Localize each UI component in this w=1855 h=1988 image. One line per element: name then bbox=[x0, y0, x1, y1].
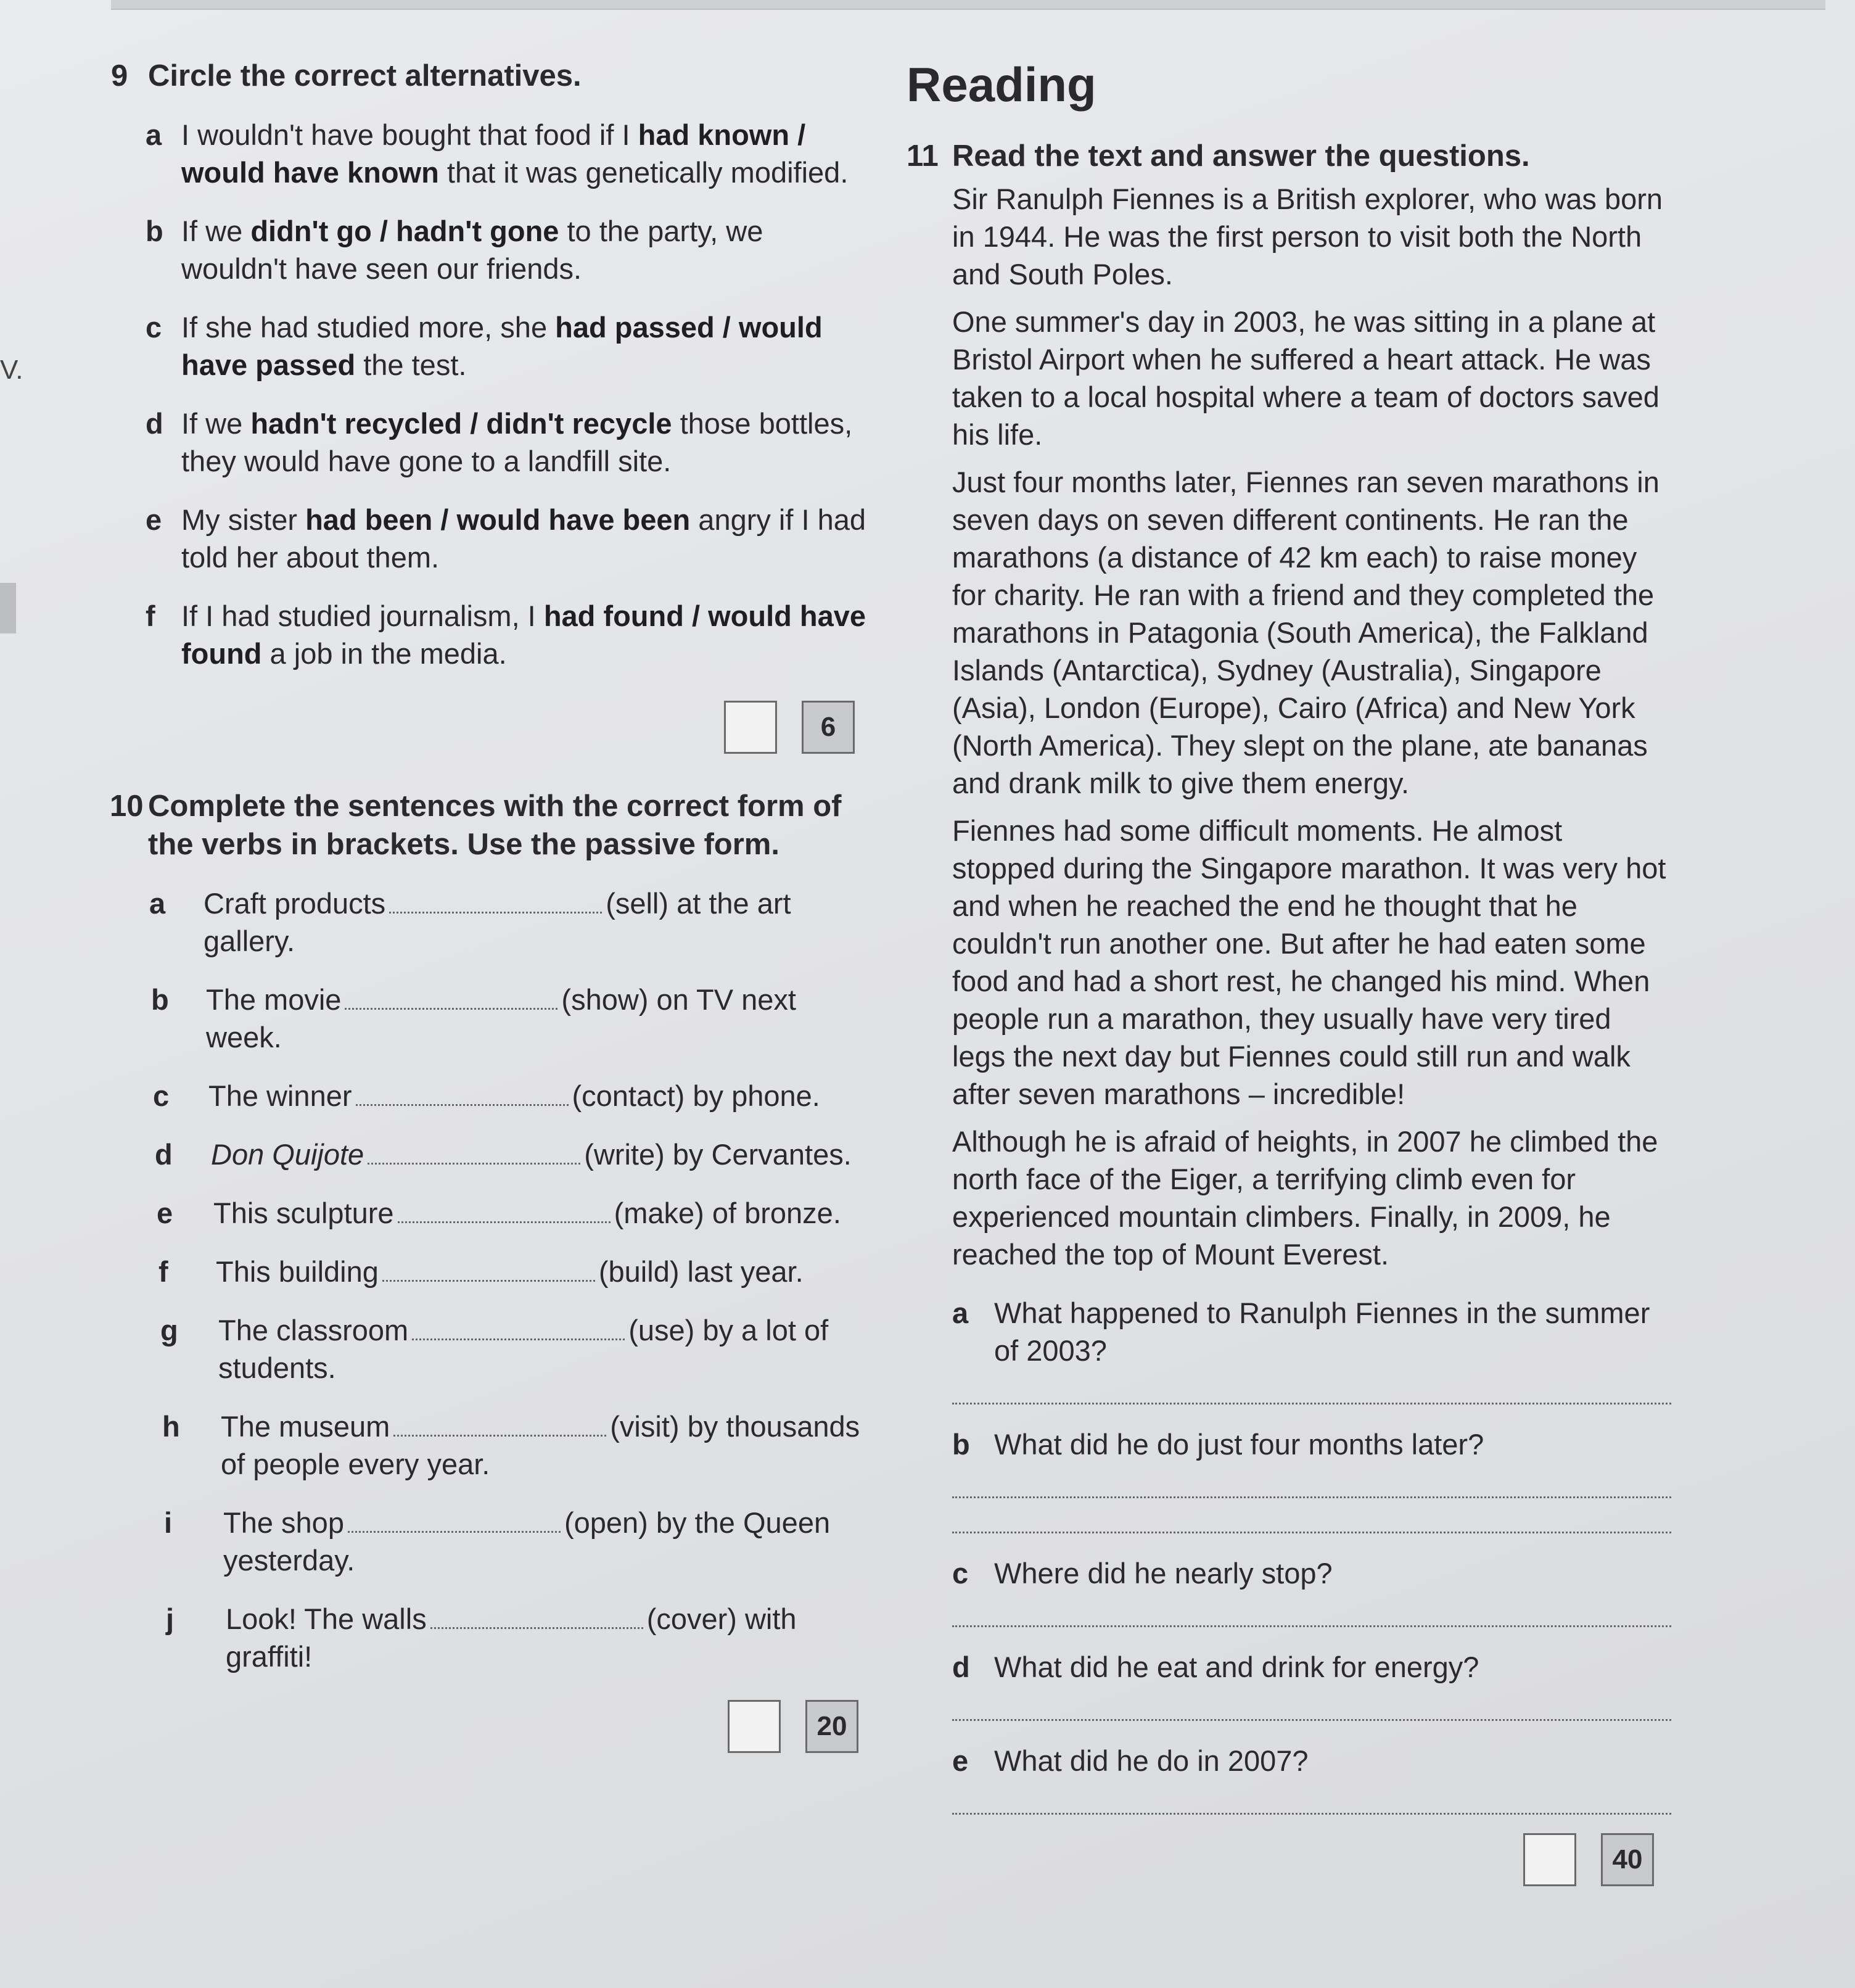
item-text: (open) by the Queen yesterday. bbox=[223, 1506, 831, 1577]
item-letter: c bbox=[146, 311, 162, 344]
alternatives[interactable]: had found / would have found bbox=[181, 600, 866, 670]
exercise-10-items bbox=[111, 885, 876, 1675]
exercise-11-heading bbox=[907, 137, 1671, 175]
exercise-item bbox=[111, 1504, 876, 1579]
exercise-item bbox=[111, 1253, 876, 1290]
item-letter: g bbox=[160, 1314, 178, 1347]
exercise-instruction: Complete the sentences with the correct form of the verbs in brackets. Use the passive form. bbox=[148, 790, 842, 861]
answer-blank[interactable] bbox=[389, 887, 602, 914]
exercise-10-score bbox=[111, 1700, 876, 1753]
exercise-instruction: Circle the correct alternatives. bbox=[148, 59, 582, 93]
exercise-instruction: Read the text and answer the questions. bbox=[952, 139, 1530, 173]
exercise-number: 10 bbox=[110, 790, 144, 823]
item-text: angry if I had told her about them. bbox=[181, 503, 866, 574]
item-letter: f bbox=[146, 600, 155, 632]
section-title: Reading bbox=[907, 57, 1096, 112]
item-letter: e bbox=[146, 503, 162, 536]
answer-blank[interactable] bbox=[412, 1314, 625, 1340]
item-text: The classroom bbox=[218, 1314, 409, 1347]
item-text: My sister bbox=[181, 503, 306, 536]
question-item bbox=[907, 1554, 1671, 1592]
item-letter: a bbox=[146, 118, 162, 151]
exercise-item bbox=[111, 212, 876, 287]
item-letter: e bbox=[157, 1197, 173, 1229]
item-letter: h bbox=[162, 1410, 180, 1443]
answer-blank[interactable] bbox=[368, 1138, 580, 1165]
question-text: Where did he nearly stop? bbox=[994, 1557, 1333, 1590]
item-letter: d bbox=[155, 1138, 173, 1171]
question-letter: c bbox=[952, 1557, 969, 1590]
question-item bbox=[907, 1648, 1671, 1686]
item-text: a job in the media. bbox=[261, 637, 507, 670]
answer-line[interactable] bbox=[952, 1598, 1671, 1627]
alternatives[interactable]: didn't go / hadn't gone bbox=[250, 215, 559, 247]
question-item bbox=[907, 1425, 1671, 1463]
item-text: The museum bbox=[221, 1410, 390, 1443]
item-text: those bottles, they would have gone to a landfill site. bbox=[181, 407, 853, 477]
passage-paragraph: Sir Ranulph Fiennes is a British explorer, who was born in 1944. He was the first person to visit both the North and South Poles. bbox=[952, 183, 1663, 291]
exercise-item bbox=[111, 1194, 876, 1232]
max-score-box: 6 bbox=[802, 701, 855, 754]
max-score-box: 40 bbox=[1601, 1833, 1654, 1886]
alternatives[interactable]: had known / would have known bbox=[181, 118, 806, 189]
question-item bbox=[907, 1294, 1671, 1369]
answer-blank[interactable] bbox=[348, 1506, 561, 1533]
answer-blank[interactable] bbox=[345, 983, 557, 1010]
item-text: If she had studied more, she bbox=[181, 311, 556, 344]
item-text: (show) on TV next week. bbox=[206, 983, 796, 1054]
item-letter: b bbox=[151, 983, 169, 1016]
item-letter: a bbox=[149, 887, 166, 920]
question-letter: a bbox=[952, 1297, 969, 1329]
exercise-item bbox=[111, 308, 876, 384]
question-letter: b bbox=[952, 1428, 970, 1461]
item-text: (use) by a lot of students. bbox=[218, 1314, 829, 1384]
right-column bbox=[907, 57, 1671, 1886]
item-text: the test. bbox=[355, 349, 467, 381]
answer-blank[interactable] bbox=[356, 1079, 569, 1106]
answer-blank[interactable] bbox=[382, 1255, 595, 1282]
exercise-item bbox=[111, 1311, 876, 1387]
answer-line[interactable] bbox=[952, 1504, 1671, 1533]
exercise-item bbox=[111, 501, 876, 576]
score-entry-box[interactable] bbox=[728, 1700, 781, 1753]
exercise-9-items bbox=[111, 116, 876, 672]
item-text: Don Quijote bbox=[211, 1138, 364, 1171]
item-letter: b bbox=[146, 215, 163, 247]
item-text: to the party, we wouldn't have seen our friends. bbox=[181, 215, 763, 285]
item-letter: f bbox=[158, 1255, 168, 1288]
item-text: If we bbox=[181, 215, 251, 247]
comprehension-questions bbox=[907, 1294, 1671, 1815]
item-text: (visit) by thousands of people every year. bbox=[221, 1410, 860, 1480]
alternatives[interactable]: hadn't recycled / didn't recycle bbox=[250, 407, 672, 440]
exercise-item bbox=[111, 885, 876, 960]
exercise-item bbox=[111, 981, 876, 1056]
question-text: What did he do just four months later? bbox=[994, 1428, 1484, 1461]
item-text: (sell) at the art gallery. bbox=[204, 887, 791, 957]
answer-blank[interactable] bbox=[398, 1197, 611, 1223]
item-text: If we bbox=[181, 407, 251, 440]
item-text: The winner bbox=[208, 1079, 352, 1112]
question-letter: e bbox=[952, 1744, 969, 1777]
question-item bbox=[907, 1742, 1671, 1780]
question-text: What did he do in 2007? bbox=[994, 1744, 1309, 1777]
item-text: (make) of bronze. bbox=[614, 1197, 841, 1229]
item-text: Look! The walls bbox=[226, 1602, 427, 1635]
exercise-10-heading bbox=[111, 787, 876, 864]
left-column bbox=[111, 57, 876, 1753]
exercise-number: 11 bbox=[907, 139, 939, 173]
exercise-item bbox=[111, 1077, 876, 1115]
answer-line[interactable] bbox=[952, 1469, 1671, 1498]
exercise-number: 9 bbox=[111, 59, 128, 93]
exercise-item bbox=[111, 116, 876, 191]
exercise-item bbox=[111, 405, 876, 480]
question-letter: d bbox=[952, 1651, 970, 1683]
passage-paragraph: Fiennes had some difficult moments. He almost stopped during the Singapore marathon. It was very hot and when he reached the end he thought that he couldn't run another one. But after he had eaten some food and had a short rest, he changed his mind. When people run a marathon, they usually have very tired legs the next day but Fiennes could still run and walk after seven marathons – incredible! bbox=[952, 814, 1666, 1110]
item-text: (contact) by phone. bbox=[572, 1079, 820, 1112]
item-text: The movie bbox=[206, 983, 342, 1016]
answer-line[interactable] bbox=[952, 1786, 1671, 1815]
exercise-item bbox=[111, 1136, 876, 1173]
exercise-item bbox=[111, 1600, 876, 1675]
score-entry-box[interactable] bbox=[1523, 1833, 1576, 1886]
question-text: What happened to Ranulph Fiennes in the summer of 2003? bbox=[994, 1297, 1650, 1367]
item-text: I wouldn't have bought that food if I bbox=[181, 118, 638, 151]
item-text: The shop bbox=[223, 1506, 344, 1539]
item-text: that it was genetically modified. bbox=[438, 156, 849, 189]
answer-line[interactable] bbox=[952, 1376, 1671, 1404]
passage-paragraph: Just four months later, Fiennes ran seven marathons in seven days on seven different continents. He ran the marathons (a distance of 42 km each) to raise money for charity. He ran with a friend and they completed the marathons in Patagonia (South America), the Falkland Islands (Antarctica), Sydney (Australia), Singapore (Asia), London (Europe), Cairo (Africa) and New York (North America). They slept on the plane, ate bananas and drank milk to give them energy. bbox=[952, 466, 1660, 799]
item-letter: i bbox=[164, 1506, 173, 1539]
question-text: What did he eat and drink for energy? bbox=[994, 1651, 1479, 1683]
item-letter: c bbox=[153, 1079, 170, 1112]
margin-strip bbox=[0, 583, 16, 633]
max-score-box: 20 bbox=[805, 1700, 858, 1753]
answer-line[interactable] bbox=[952, 1692, 1671, 1721]
item-text: This building bbox=[216, 1255, 379, 1288]
item-text: (build) last year. bbox=[598, 1255, 804, 1288]
page-top-edge bbox=[111, 0, 1825, 10]
answer-blank[interactable] bbox=[393, 1410, 606, 1437]
item-text: Craft products bbox=[204, 887, 386, 920]
item-letter: d bbox=[146, 407, 163, 440]
item-text: If I had studied journalism, I bbox=[181, 600, 544, 632]
item-text: This sculpture bbox=[213, 1197, 394, 1229]
passage-paragraph: One summer's day in 2003, he was sitting in a plane at Bristol Airport when he suffered a heart attack. He was taken to a local hospital where a team of doctors saved his life. bbox=[952, 305, 1660, 451]
reading-passage bbox=[907, 180, 1671, 1273]
alternatives[interactable]: had passed / would have passed bbox=[181, 311, 823, 381]
exercise-item bbox=[111, 597, 876, 672]
item-letter: j bbox=[166, 1602, 175, 1635]
answer-blank[interactable] bbox=[430, 1602, 643, 1629]
item-text: (write) by Cervantes. bbox=[584, 1138, 852, 1171]
exercise-9-score bbox=[111, 701, 876, 754]
margin-fragment: V. bbox=[0, 355, 23, 385]
alternatives[interactable]: had been / would have been bbox=[305, 503, 691, 536]
exercise-item bbox=[111, 1408, 876, 1483]
exercise-9-heading bbox=[111, 57, 876, 95]
score-entry-box[interactable] bbox=[724, 701, 777, 754]
passage-paragraph: Although he is afraid of heights, in 2007 he climbed the north face of the Eiger, a terrifying climb even for experienced mountain climbers. Finally, in 2009, he reached the top of Mount Everest. bbox=[952, 1125, 1658, 1271]
exercise-11-score bbox=[907, 1833, 1671, 1886]
item-text: (cover) with graffiti! bbox=[226, 1602, 797, 1673]
